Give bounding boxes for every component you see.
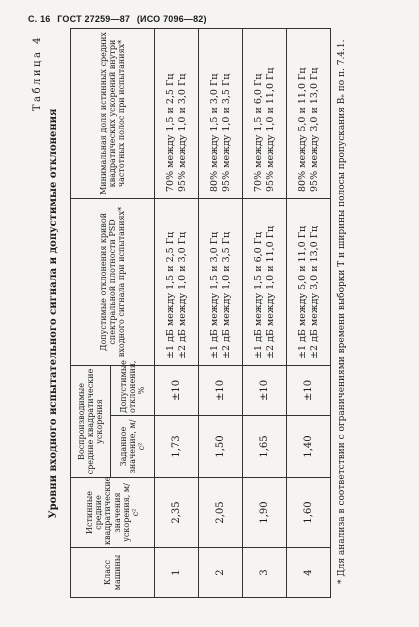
cell-band [243, 28, 287, 198]
col-allowed-deviation: Допустимые отклонения, % [111, 365, 155, 415]
standard-number: ГОСТ 27259—87 [57, 14, 131, 24]
table-label: Таблица 4 [32, 35, 43, 112]
table-caption: Уровни входного испытательного сигнала и допустимые отклонения [48, 108, 59, 519]
page-number: С. 16 [28, 14, 51, 24]
cell-deviation: ±10 [199, 365, 243, 415]
cell-true-rms: 1,60 [287, 478, 331, 548]
table-row [155, 28, 199, 597]
cell-psd [243, 198, 287, 365]
cell-class: 4 [287, 548, 331, 598]
page-header [28, 14, 408, 24]
cell-deviation: ±10 [287, 365, 331, 415]
cell-deviation: ±10 [155, 365, 199, 415]
col-psd-deviation: Допустимые отклонения кривой спектральной плотности PSD входного сигнала при испытаниях* [71, 198, 155, 365]
cell-psd [155, 198, 199, 365]
cell-true-rms: 2,35 [155, 478, 199, 548]
col-given-rms-group: Воспроизводимые средние квадратические ускорения [71, 365, 111, 477]
band-line-2: 95% между 1,0 и 3,5 Гц [220, 73, 232, 192]
cell-class: 3 [243, 548, 287, 598]
band-line-1: 80% между 1,5 и 3,0 Гц [208, 73, 220, 192]
iso-reference: (ИСО 7096—82) [136, 14, 207, 24]
cell-given: 1,50 [199, 416, 243, 478]
col-machine-class: Класс машины [71, 548, 155, 598]
cell-band [199, 28, 243, 198]
table-header-row [71, 28, 111, 597]
band-line-2: 95% между 1,0 и 3,0 Гц [176, 73, 188, 192]
table-row [243, 28, 287, 597]
psd-line-2: ±2 дБ между 1,0 и 11,0 Гц [264, 225, 276, 359]
cell-given: 1,73 [155, 416, 199, 478]
cell-deviation: ±10 [243, 365, 287, 415]
band-line-2: 95% между 1,0 и 11,0 Гц [264, 67, 276, 192]
table-row [199, 28, 243, 597]
band-line-1: 70% между 1,5 и 2,5 Гц [164, 73, 176, 192]
acceleration-table [70, 28, 331, 598]
band-line-1: 80% между 5,0 и 11,0 Гц [296, 67, 308, 192]
band-line-1: 70% между 1,5 и 6,0 Гц [252, 73, 264, 192]
table-row [287, 28, 331, 597]
psd-line-2: ±2 дБ между 1,0 и 3,5 Гц [220, 231, 232, 359]
rotated-page-body [30, 29, 390, 598]
cell-psd [199, 198, 243, 365]
psd-line-2: ±2 дБ между 3,0 и 13,0 Гц [308, 225, 320, 359]
cell-psd [287, 198, 331, 365]
cell-band [287, 28, 331, 198]
col-min-band-share: Минимальная доля истинных средних квадратических ускорений внутри частотных полос при испытаниях* [71, 28, 155, 198]
col-given-value: Заданное значение, м/с² [111, 416, 155, 478]
band-line-2: 95% между 3,0 и 13,0 Гц [308, 67, 320, 192]
psd-line-1: ±1 дБ между 1,5 и 2,5 Гц [164, 231, 176, 359]
cell-true-rms: 1,90 [243, 478, 287, 548]
cell-given: 1,40 [287, 416, 331, 478]
cell-true-rms: 2,05 [199, 478, 243, 548]
psd-line-1: ±1 дБ между 1,5 и 3,0 Гц [208, 231, 220, 359]
cell-class: 2 [199, 548, 243, 598]
psd-line-1: ±1 дБ между 5,0 и 11,0 Гц [296, 225, 308, 359]
footnote: * Для анализа в соответствии с ограничениями времени выборки T и ширины полосы пропускания Bₑ по п. 7.4.1. [337, 39, 347, 584]
cell-class: 1 [155, 548, 199, 598]
cell-given: 1,65 [243, 416, 287, 478]
col-true-rms: Истинные средние квадратические значения ускорения, м/с² [71, 478, 155, 548]
psd-line-1: ±1 дБ между 1,5 и 6,0 Гц [252, 231, 264, 359]
psd-line-2: ±2 дБ между 1,0 и 3,0 Гц [176, 231, 188, 359]
cell-band [155, 28, 199, 198]
